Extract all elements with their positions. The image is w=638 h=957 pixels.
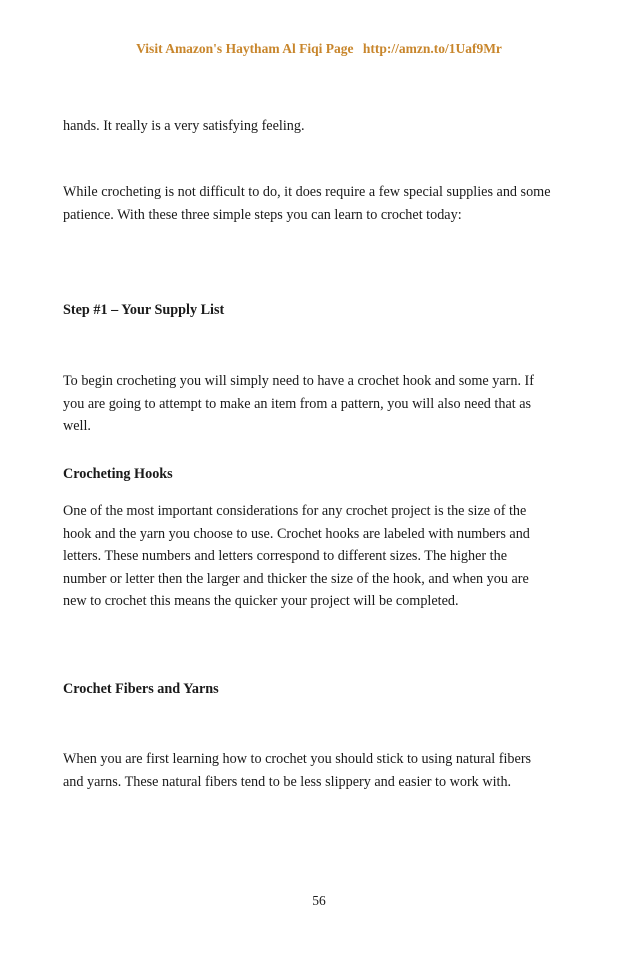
- paragraph-supplies-intro: While crocheting is not difficult to do, it does require a few special supplies and some patience. With these three simple steps you can learn to crochet today:: [63, 184, 551, 223]
- heading-crocheting-hooks: Crocheting Hooks: [63, 466, 173, 482]
- heading-fibers-yarns: Crochet Fibers and Yarns: [63, 681, 219, 697]
- paragraph-intro-end: hands. It really is a very satisfying feeling.: [63, 118, 305, 134]
- paragraph-hook-sizes: One of the most important considerations for any crochet project is the size of the hook and the yarn you choose to use. Crochet hooks are labeled with numbers and letters. These numbers and letters correspond to different sizes. The higher the number or letter then the larger and thicker the size of the hook, and when you are new to crochet this means the quicker your project will be completed.: [63, 503, 530, 609]
- heading-step-1: Step #1 – Your Supply List: [63, 302, 225, 318]
- paragraph-begin-crocheting: To begin crocheting you will simply need to have a crochet hook and some yarn. If you are going to attempt to make an item from a pattern, you will also need that as well.: [63, 373, 534, 434]
- page-header: [0, 41, 638, 57]
- header-url-link[interactable]: http://amzn.to/1Uaf9Mr: [362, 41, 502, 56]
- page-number: 56: [312, 893, 326, 908]
- header-text: Visit Amazon's Haytham Al Fiqi Page: [136, 41, 354, 56]
- paragraph-natural-fibers: When you are first learning how to crochet you should stick to using natural fibers and yarns. These natural fibers tend to be less slippery and easier to work with.: [63, 751, 532, 790]
